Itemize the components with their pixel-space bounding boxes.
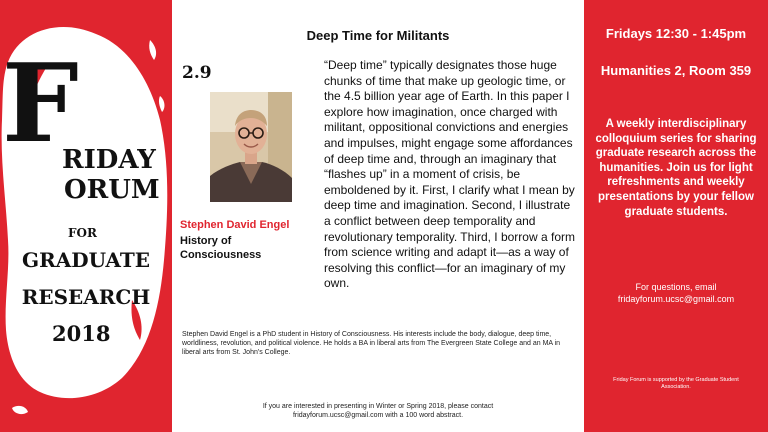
talk-content <box>172 0 584 432</box>
logo-big-letter: F <box>2 41 77 167</box>
sponsor-note: Friday Forum is supported by the Graduate Student Association. <box>613 377 739 390</box>
submission-contact <box>202 402 554 420</box>
talk-number: 2.9 <box>182 63 212 83</box>
talk-abstract: “Deep time” typically designates those huge chunks of time that make up geologic time, or the 4.5 billion year age of Earth. In this paper I explore how imagination, once charged with militant, oppositional convictions and energies and impulses, might engage some affordances of deep time and, through an imaginary that “flashes up” in a moment of crisis, be emboldened by it. First, I clarify what I mean by deep time and imagination. Second, I illustrate a conflict between deep temporality and revolutionary temporality. Third, I borrow a form from science writing and adapt it—as a way of resolving this conflict—for an imaginary of my own. <box>324 58 575 291</box>
event-time: Fridays 12:30 - 1:45pm <box>605 26 747 41</box>
logo-line-orum: ORUM <box>64 175 160 205</box>
speaker-name: Stephen David Engel <box>180 219 290 231</box>
event-location: Humanities 2, Room 359 <box>600 63 752 78</box>
questions-contact <box>588 281 764 305</box>
logo-line-research: RESEARCH <box>21 285 151 309</box>
series-description: A weekly interdisciplinary colloquium series for sharing graduate research across the humanities. Join us for light refreshments and weekly presentations by your fellow graduate students. <box>595 118 757 218</box>
questions-email: fridayforum.ucsc@gmail.com <box>617 294 735 304</box>
speaker-department-line2: Consciousness <box>180 249 262 261</box>
speaker-portrait-graphic <box>210 92 292 202</box>
talk-title: Deep Time for Militants <box>306 28 450 43</box>
left-branding-panel <box>0 0 172 432</box>
questions-line1: For questions, email <box>635 282 717 292</box>
speaker-bio: Stephen David Engel is a PhD student in History of Consciousness. His interests include the body, dialogue, deep time, worldliness, revolution, and political violence. He holds a BA in liberal arts from The Evergreen State College and an MA in liberal arts from St. John's College. <box>182 331 561 356</box>
submission-contact-line2: fridayforum.ucsc@gmail.com with a 100 word abstract. <box>292 412 464 419</box>
right-info-panel <box>584 0 768 432</box>
submission-contact-line1: If you are interested in presenting in Winter or Spring 2018, please contact <box>262 403 494 410</box>
logo-line-riday: RIDAY <box>62 145 156 175</box>
logo-year: 2018 <box>52 321 111 346</box>
speaker-photo <box>210 92 292 202</box>
friday-forum-logo <box>0 0 172 432</box>
logo-line-for: FOR <box>68 226 97 240</box>
speaker-department <box>180 234 261 262</box>
logo-line-graduate: GRADUATE <box>22 248 150 272</box>
speaker-department-line1: History of <box>180 235 232 247</box>
